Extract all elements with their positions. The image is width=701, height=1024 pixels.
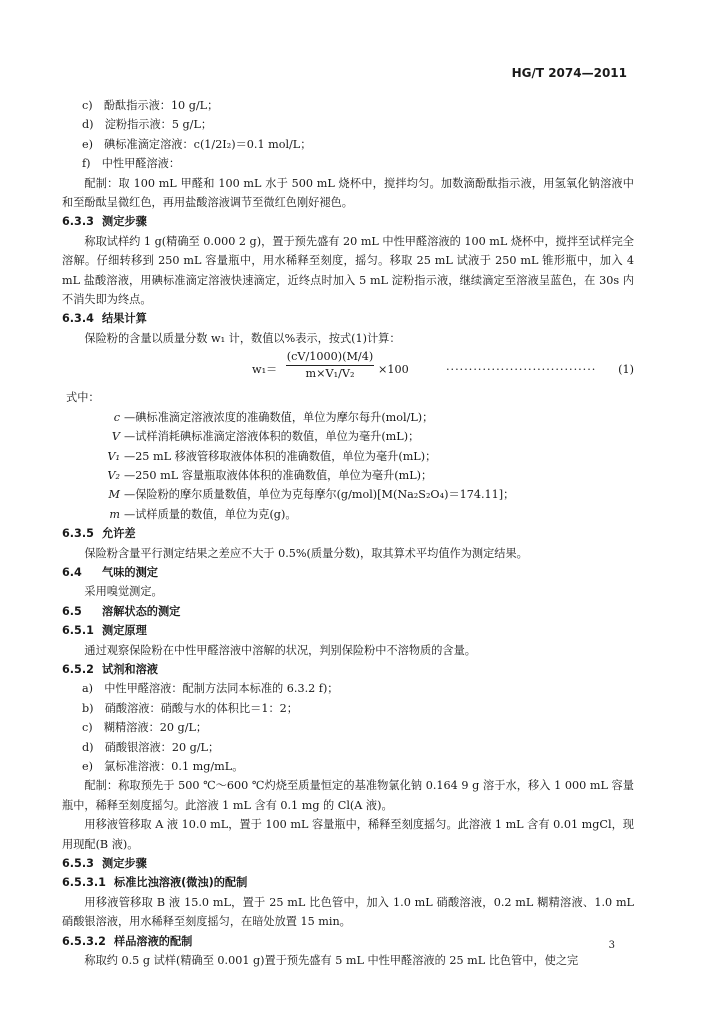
section-heading: 6.5.1 测定原理 — [62, 624, 147, 638]
formula-numerator: (cV/1000)(M/4) — [286, 349, 374, 366]
formula-tail: ×100 — [378, 363, 409, 377]
symbol-definition: V₁ —25 mL 移液管移取液体体积的准确数值，单位为毫升(mL)； — [107, 449, 437, 463]
section-heading: 6.5.3.1 标准比浊溶液(微浊)的配制 — [62, 876, 248, 890]
section-heading: 6.3.3 测定步骤 — [62, 215, 147, 229]
standard-code: HG/T 2074—2011 — [511, 66, 627, 80]
symbol-definition: m —试样质量的数值，单位为克(g)。 — [109, 507, 297, 521]
document-body — [62, 96, 634, 970]
symbol-definition: M —保险粉的摩尔质量数值，单位为克每摩尔(g/mol)[M(Na₂S₂O₄)＝174.11]； — [108, 488, 515, 502]
list-item: f) 中性甲醛溶液： — [82, 157, 181, 171]
formula — [62, 349, 634, 387]
formula-lhs: w₁＝ — [252, 363, 278, 377]
section-heading: 6.3.5 允许差 — [62, 527, 136, 541]
paragraph: 采用嗅觉测定。 — [84, 585, 163, 599]
where-label: 式中： — [66, 391, 100, 405]
list-item: e) 碘标准滴定溶液：c(1/2I₂)＝0.1 mol/L； — [82, 137, 312, 151]
list-item: b) 硝酸溶液：硝酸与水的体积比＝1：2； — [82, 701, 298, 715]
list-item: d) 淀粉指示液：5 g/L； — [82, 118, 213, 132]
paragraph: 保险粉含量平行测定结果之差应不大于 0.5%(质量分数)，取其算术平均值作为测定结果。 — [84, 546, 528, 560]
formula-leader: ································· — [446, 363, 597, 377]
paragraph: 配制：称取预先于 500 ℃～600 ℃灼烧至质量恒定的基准物氯化钠 0.164 9 g 溶于水，移入 1 000 mL 容量瓶中，稀释至刻度摇匀。此溶液 1 mL 含有 0.1 mg 的 Cl(A 液)。 — [62, 779, 634, 812]
section-heading: 6.5.3 测定步骤 — [62, 857, 147, 871]
paragraph: 称取试样约 1 g(精确至 0.000 2 g)，置于预先盛有 20 mL 中性甲醛溶液的 100 mL 烧杯中，搅拌至试样完全溶解。仔细转移到 250 mL 容量瓶中，用水稀释至刻度，摇匀。移取 25 mL 试液于 250 mL 锥形瓶中，加入 4 mL 盐酸溶液，用碘标准滴定溶液快速滴定，近终点时加入 5 mL 淀粉指示液，继续滴定至溶液呈蓝色，在 30s 内不消失即为终点。 — [62, 234, 634, 307]
symbol-definition: V₂ —250 mL 容量瓶取液体体积的准确数值，单位为毫升(mL)； — [107, 468, 433, 482]
formula-fraction — [286, 349, 374, 382]
section-heading: 6.5.3.2 样品溶液的配制 — [62, 934, 193, 948]
paragraph: 用移液管移取 B 液 15.0 mL，置于 25 mL 比色管中，加入 1.0 mL 硝酸溶液，0.2 mL 糊精溶液、1.0 mL 硝酸银溶液，用水稀释至刻度摇匀，在暗处放置 15 min。 — [62, 895, 634, 929]
list-item: a) 中性甲醛溶液：配制方法同本标准的 6.3.2 f)； — [82, 682, 339, 696]
paragraph: 保险粉的含量以质量分数 w₁ 计，数值以%表示，按式(1)计算： — [84, 331, 401, 345]
paragraph: 配制：取 100 mL 甲醛和 100 mL 水于 500 mL 烧杯中，搅拌均匀。加数滴酚酞指示液，用氢氧化钠溶液中和至酚酞呈微红色，再用盐酸溶液调节至微红色刚好褪色。 — [62, 176, 634, 210]
symbol-definition: c —碘标准滴定溶液浓度的准确数值，单位为摩尔每升(mol/L)； — [113, 410, 434, 424]
page-number: 3 — [608, 940, 615, 951]
symbol-definition: V —试样消耗碘标准滴定溶液体积的数值，单位为毫升(mL)； — [111, 430, 420, 444]
section-heading: 6.3.4 结果计算 — [62, 312, 147, 326]
formula-denominator: m×V₁/V₂ — [305, 367, 355, 381]
section-heading: 6.4 气味的测定 — [62, 565, 158, 579]
section-heading: 6.5 溶解状态的测定 — [62, 604, 181, 618]
paragraph: 称取约 0.5 g 试样(精确至 0.001 g)置于预先盛有 5 mL 中性甲醛溶液的 25 mL 比色管中，使之完 — [84, 954, 579, 968]
list-item: c) 酚酞指示液：10 g/L； — [82, 99, 219, 112]
list-item: c) 糊精溶液：20 g/L； — [82, 721, 208, 735]
equation-number: (1) — [618, 363, 634, 377]
paragraph: 通过观察保险粉在中性甲醛溶液中溶解的状况，判别保险粉中不溶物质的含量。 — [84, 643, 476, 657]
list-item: d) 硝酸银溶液：20 g/L； — [82, 740, 220, 754]
section-heading: 6.5.2 试剂和溶液 — [62, 662, 158, 676]
list-item: e) 氯标准溶液：0.1 mg/mL。 — [82, 760, 244, 773]
paragraph: 用移液管移取 A 液 10.0 mL，置于 100 mL 容量瓶中，稀释至刻度摇匀。此溶液 1 mL 含有 0.01 mgCl，现用现配(B 液)。 — [62, 818, 634, 851]
